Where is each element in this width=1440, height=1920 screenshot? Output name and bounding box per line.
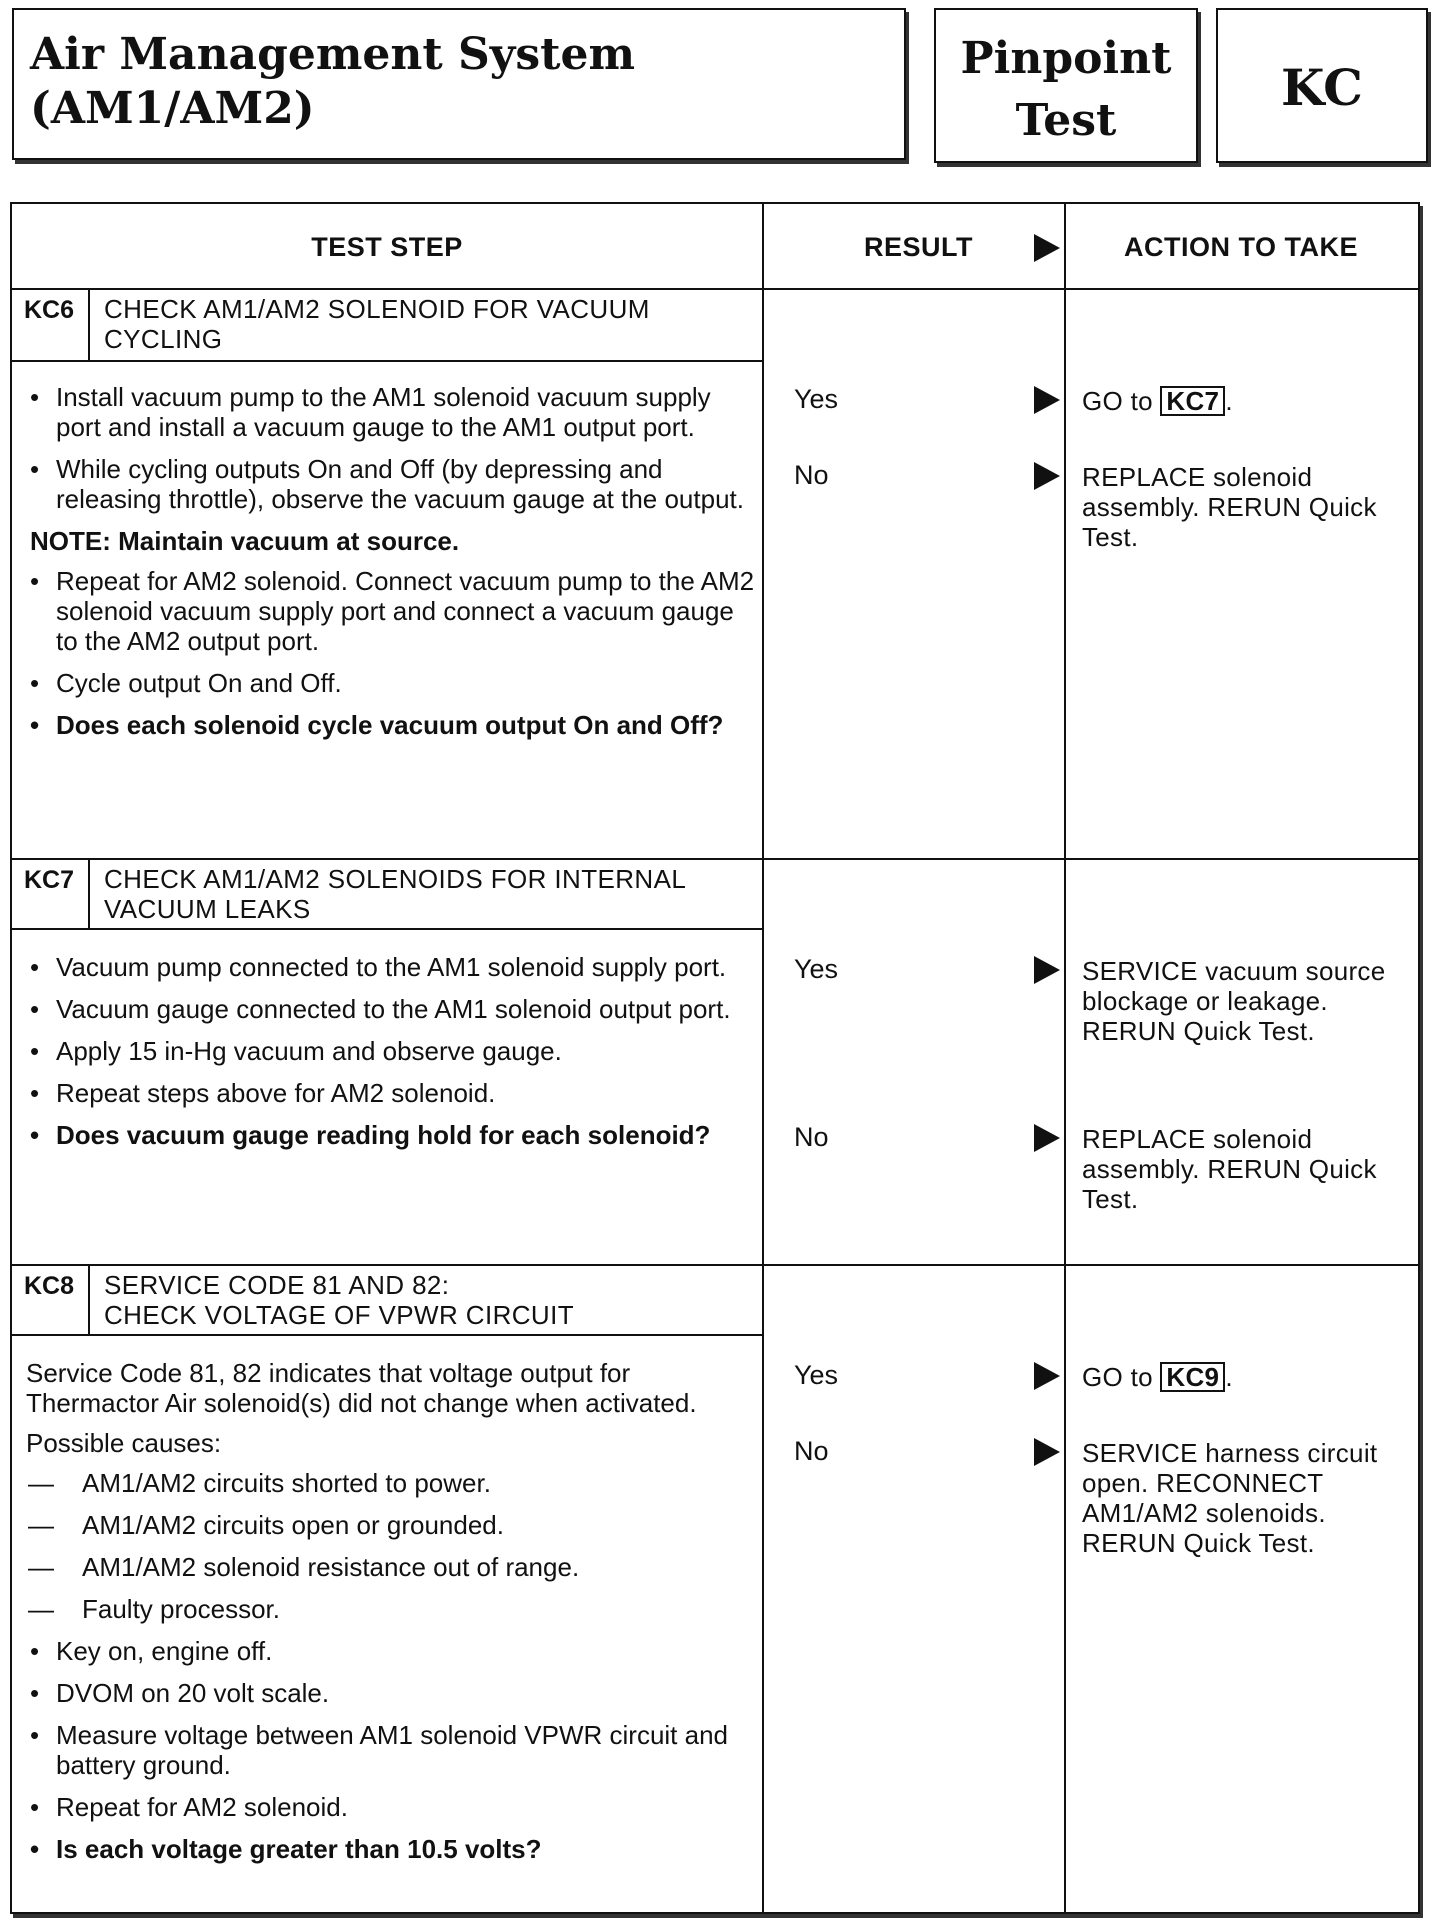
arrow-icon bbox=[1034, 1438, 1060, 1466]
list-item: • DVOM on 20 volt scale. bbox=[26, 1678, 756, 1708]
action-suffix: . bbox=[1225, 1362, 1233, 1392]
list-item: • Repeat steps above for AM2 solenoid. bbox=[26, 1078, 756, 1108]
page-title-line2: (AM1/AM2) bbox=[30, 83, 315, 134]
test-code: KC bbox=[1281, 58, 1363, 117]
step-body-kc8 bbox=[26, 1358, 756, 1876]
result-yes-kc8: Yes bbox=[794, 1360, 839, 1390]
cause-item: — AM1/AM2 circuits open or grounded. bbox=[26, 1510, 756, 1540]
arrow-icon bbox=[1034, 386, 1060, 414]
step-ref-kc7[interactable]: KC7 bbox=[1160, 386, 1225, 416]
list-item: • Repeat for AM2 solenoid. Connect vacuum pump to the AM2 solenoid vacuum supply port and connect a vacuum gauge to the AM2 output port. bbox=[26, 566, 756, 656]
result-no-kc7: No bbox=[794, 1122, 829, 1152]
list-item: • Apply 15 in-Hg vacuum and observe gauge. bbox=[26, 1036, 756, 1066]
question-item: • Is each voltage greater than 10.5 volts? bbox=[26, 1834, 756, 1864]
step-body-kc6 bbox=[26, 382, 756, 752]
step-title: CHECK AM1/AM2 SOLENOID FOR VACUUM CYCLING bbox=[104, 294, 650, 354]
action-kc6-yes bbox=[1082, 386, 1412, 416]
cause-item: — AM1/AM2 circuits shorted to power. bbox=[26, 1468, 756, 1498]
header-title-box bbox=[12, 8, 906, 160]
column-header-test-step: TEST STEP bbox=[311, 232, 463, 262]
question-item: • Does each solenoid cycle vacuum output On and Off? bbox=[26, 710, 756, 740]
step-header-kc6 bbox=[12, 290, 762, 362]
result-arrow-icon bbox=[1034, 234, 1060, 262]
list-item: • While cycling outputs On and Off (by depressing and releasing throttle), observe the vacuum gauge at the output. bbox=[26, 454, 756, 514]
list-item: • Vacuum gauge connected to the AM1 solenoid output port. bbox=[26, 994, 756, 1024]
action-kc7-yes: SERVICE vacuum source blockage or leakage. RERUN Quick Test. bbox=[1082, 956, 1386, 1046]
arrow-icon bbox=[1034, 1362, 1060, 1390]
divider-step-result bbox=[762, 204, 764, 1912]
result-no-kc8: No bbox=[794, 1436, 829, 1466]
test-table bbox=[10, 202, 1420, 1914]
step-title-line1: SERVICE CODE 81 AND 82: bbox=[104, 1270, 450, 1300]
step-id: KC8 bbox=[12, 1266, 90, 1334]
action-kc8-no: SERVICE harness circuit open. RECONNECT AM1/AM2 solenoids. RERUN Quick Test. bbox=[1082, 1438, 1378, 1558]
causes-label: Possible causes: bbox=[26, 1428, 222, 1458]
step-body-kc7 bbox=[26, 952, 756, 1162]
list-item: • Key on, engine off. bbox=[26, 1636, 756, 1666]
test-code-box bbox=[1216, 8, 1428, 163]
action-kc7-no: REPLACE solenoid assembly. RERUN Quick Test. bbox=[1082, 1124, 1377, 1214]
list-item: • Repeat for AM2 solenoid. bbox=[26, 1792, 756, 1822]
action-text: GO to bbox=[1082, 1362, 1153, 1392]
test-label: Test bbox=[1015, 95, 1117, 146]
step-id: KC7 bbox=[12, 860, 90, 928]
step-title-line2: CHECK VOLTAGE OF VPWR CIRCUIT bbox=[104, 1300, 575, 1330]
step-header-kc8 bbox=[12, 1266, 762, 1336]
column-header-action: ACTION TO TAKE bbox=[1124, 232, 1358, 262]
cause-item: — AM1/AM2 solenoid resistance out of range. bbox=[26, 1552, 756, 1582]
step-title bbox=[104, 1270, 752, 1330]
list-item: • Vacuum pump connected to the AM1 solenoid supply port. bbox=[26, 952, 756, 982]
intro-text: Service Code 81, 82 indicates that voltage output for Thermactor Air solenoid(s) did not change when activated. bbox=[26, 1358, 697, 1418]
question-item: • Does vacuum gauge reading hold for each solenoid? bbox=[26, 1120, 756, 1150]
action-suffix: . bbox=[1225, 386, 1233, 416]
arrow-icon bbox=[1034, 1124, 1060, 1152]
pinpoint-test-box bbox=[934, 8, 1198, 163]
result-yes-kc6: Yes bbox=[794, 384, 839, 414]
cause-item: — Faulty processor. bbox=[26, 1594, 756, 1624]
action-text: GO to bbox=[1082, 386, 1153, 416]
action-kc6-no: REPLACE solenoid assembly. RERUN Quick Test. bbox=[1082, 462, 1377, 552]
step-header-kc7 bbox=[12, 860, 762, 930]
column-header-result: RESULT bbox=[864, 232, 973, 262]
action-kc8-yes bbox=[1082, 1362, 1412, 1392]
arrow-icon bbox=[1034, 462, 1060, 490]
list-item: • Measure voltage between AM1 solenoid VPWR circuit and battery ground. bbox=[26, 1720, 756, 1780]
result-no-kc6: No bbox=[794, 460, 829, 490]
arrow-icon bbox=[1034, 956, 1060, 984]
divider-result-action bbox=[1064, 204, 1066, 1912]
step-ref-kc9[interactable]: KC9 bbox=[1160, 1362, 1225, 1392]
step-title: CHECK AM1/AM2 SOLENOIDS FOR INTERNAL VACUUM LEAKS bbox=[104, 864, 686, 924]
step-id: KC6 bbox=[12, 290, 90, 360]
page-title-line1: Air Management System bbox=[30, 29, 635, 80]
list-item: • Install vacuum pump to the AM1 solenoid vacuum supply port and install a vacuum gauge to the AM1 output port. bbox=[26, 382, 756, 442]
note-text: NOTE: Maintain vacuum at source. bbox=[30, 526, 460, 556]
result-yes-kc7: Yes bbox=[794, 954, 839, 984]
pinpoint-label: Pinpoint bbox=[960, 33, 1172, 84]
list-item: • Cycle output On and Off. bbox=[26, 668, 756, 698]
